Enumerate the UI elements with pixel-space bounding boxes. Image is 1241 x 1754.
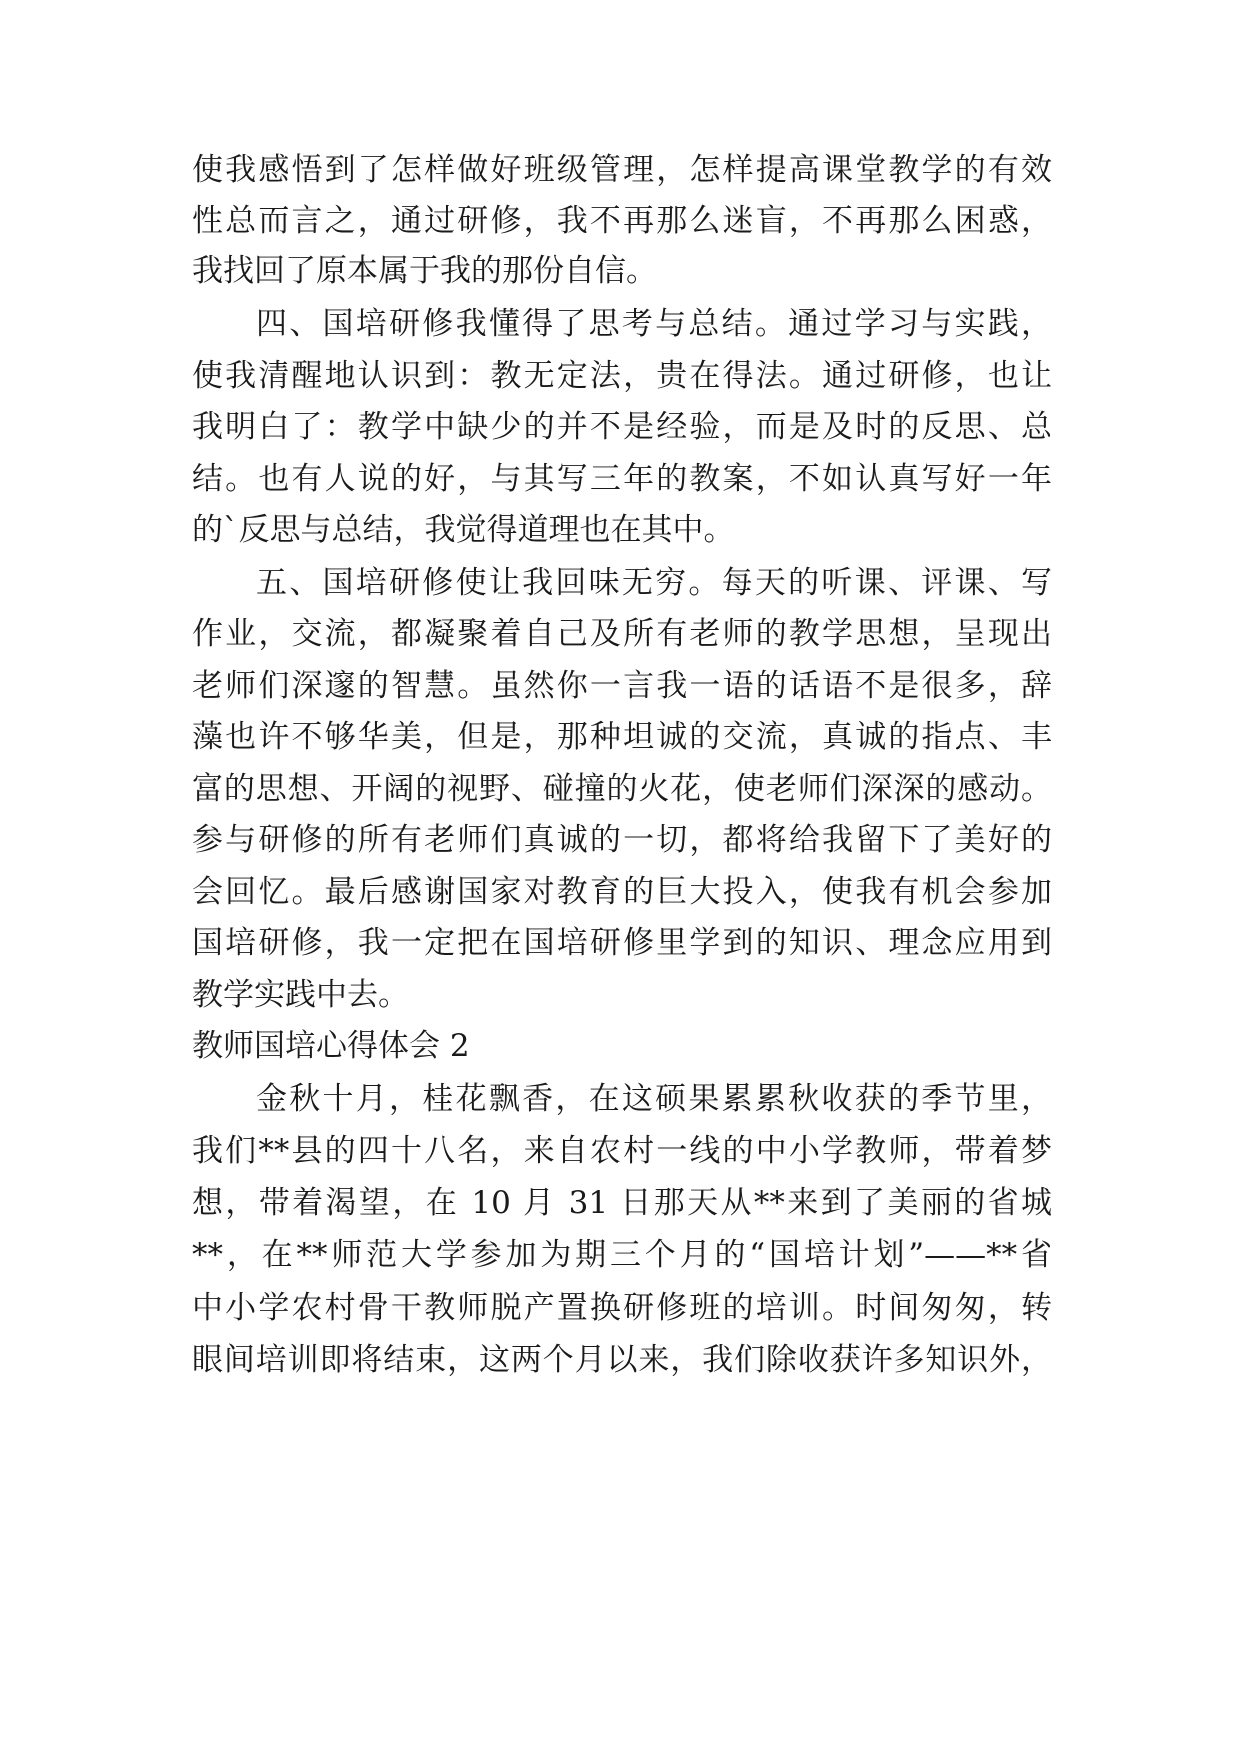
text-line: 中小学农村骨干教师脱产置换研修班的培训。时间匆匆，转 (192, 1290, 1052, 1326)
text-line: 我找回了原本属于我的那份自信。 (192, 253, 657, 289)
text-line: 眼间培训即将结束，这两个月以来，我们除收获许多知识外， (192, 1342, 1052, 1378)
text-line: 参与研修的所有老师们真诚的一切，都将给我留下了美好的 (192, 822, 1052, 858)
paragraph-first-line: 金秋十月，桂花飘香，在这硕果累累秋收获的季节里， (256, 1081, 1052, 1117)
text-line: 会回忆。最后感谢国家对教育的巨大投入，使我有机会参加 (192, 874, 1052, 910)
text-line: 老师们深邃的智慧。虽然你一言我一语的话语不是很多，辞 (192, 668, 1052, 704)
text-line: 富的思想、开阔的视野、碰撞的火花，使老师们深深的感动。 (192, 771, 1052, 807)
text-line: 性总而言之，通过研修，我不再那么迷盲，不再那么困惑， (192, 203, 1052, 239)
text-line: **，在**师范大学参加为期三个月的“国培计划”——**省 (192, 1237, 1052, 1273)
text-line: 使我感悟到了怎样做好班级管理，怎样提高课堂教学的有效 (192, 152, 1052, 188)
text-line: 作业，交流，都凝聚着自己及所有老师的教学思想，呈现出 (192, 616, 1052, 652)
text-line: 的`反思与总结，我觉得道理也在其中。 (192, 512, 735, 548)
text-line: 使我清醒地认识到：教无定法，贵在得法。通过研修，也让 (192, 358, 1052, 394)
text-line: 我们**县的四十八名，来自农村一线的中小学教师，带着梦 (192, 1133, 1052, 1169)
text-line: 藻也许不够华美，但是，那种坦诚的交流，真诚的指点、丰 (192, 719, 1052, 755)
text-line: 结。也有人说的好，与其写三年的教案，不如认真写好一年 (192, 461, 1052, 497)
text-line: 想，带着渴望，在 10 月 31 日那天从**来到了美丽的省城 (192, 1185, 1052, 1221)
text-line: 教学实践中去。 (192, 977, 409, 1013)
paragraph-four-first-line: 四、国培研修我懂得了思考与总结。通过学习与实践， (256, 306, 1052, 342)
paragraph-five-first-line: 五、国培研修使让我回味无穷。每天的听课、评课、写 (256, 565, 1052, 601)
section-heading: 教师国培心得体会 2 (192, 1028, 470, 1064)
text-line: 我明白了：教学中缺少的并不是经验，而是及时的反思、总 (192, 409, 1052, 445)
text-line: 国培研修，我一定把在国培研修里学到的知识、理念应用到 (192, 925, 1052, 961)
